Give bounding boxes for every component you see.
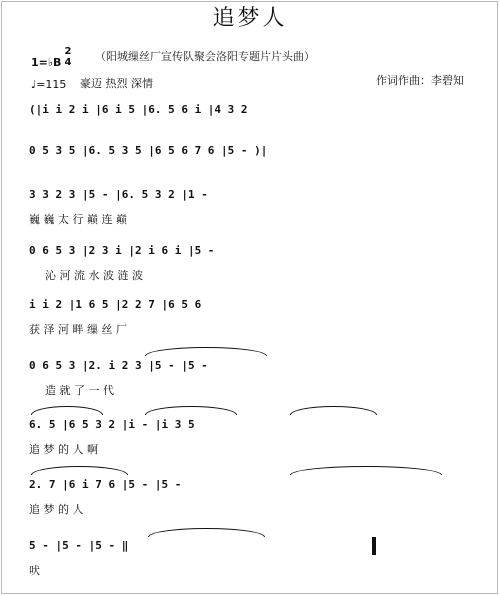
- notation: 6. 5 |6 5 3 2 |i - |i 3 5: [29, 418, 195, 431]
- staff-line-9: [0, 539, 500, 587]
- meter-denominator: 4: [64, 57, 72, 68]
- lyrics: 造 就 了 一 代: [45, 384, 114, 397]
- lyrics: 获 泽 河 畔 缫 丝 厂: [29, 323, 127, 336]
- lyrics: 追 梦 的 人 啊: [29, 443, 98, 456]
- lyrics: 巍 巍 太 行 巅 连 巅: [29, 213, 127, 226]
- final-barline: [372, 537, 376, 555]
- lyrics: 吠: [29, 564, 40, 577]
- staff-line-5: [0, 298, 500, 346]
- notation: 2. 7 |6 i 7 6 |5 - |5 -: [29, 478, 182, 491]
- subtitle: （阳城缫丝厂宣传队聚会洛阳专题片片头曲）: [95, 50, 315, 63]
- composer-credit: 作词作曲：李碧知: [376, 74, 464, 87]
- tempo-marking: ♩=115: [31, 78, 67, 91]
- time-signature: [63, 46, 73, 68]
- notation: 0 5 3 5 |6. 5 3 5 |6 5 6 7 6 |5 - )|: [29, 144, 268, 157]
- expression-marking: 豪迈 热烈 深情: [80, 77, 153, 90]
- staff-line-3: [0, 188, 500, 236]
- staff-line-7: [0, 418, 500, 466]
- lyrics: 追 梦 的 人: [29, 503, 84, 516]
- song-title: 追梦人: [212, 6, 288, 31]
- notation: 5 - |5 - |5 - ‖: [29, 539, 129, 552]
- notation: (|i i 2 i |6 i 5 |6. 5 6 i |4 3 2: [29, 103, 248, 116]
- meter-numerator: 2: [64, 46, 72, 57]
- staff-line-4: [0, 244, 500, 292]
- notation: 0 6 5 3 |2. i 2 3 |5 - |5 -: [29, 359, 208, 372]
- staff-line-2: [0, 144, 500, 192]
- staff-line-8: [0, 478, 500, 526]
- lyrics: 沁 河 流 水 波 涟 波: [45, 269, 143, 282]
- notation: i i 2 |1 6 5 |2 2 7 |6 5 6: [29, 298, 202, 311]
- notation: 0 6 5 3 |2 3 i |2 i 6 i |5 -: [29, 244, 215, 257]
- notation: 3 3 2 3 |5 - |6. 5 3 2 |1 -: [29, 188, 208, 201]
- staff-line-6: [0, 359, 500, 407]
- key-signature: 1=♭B: [31, 56, 62, 69]
